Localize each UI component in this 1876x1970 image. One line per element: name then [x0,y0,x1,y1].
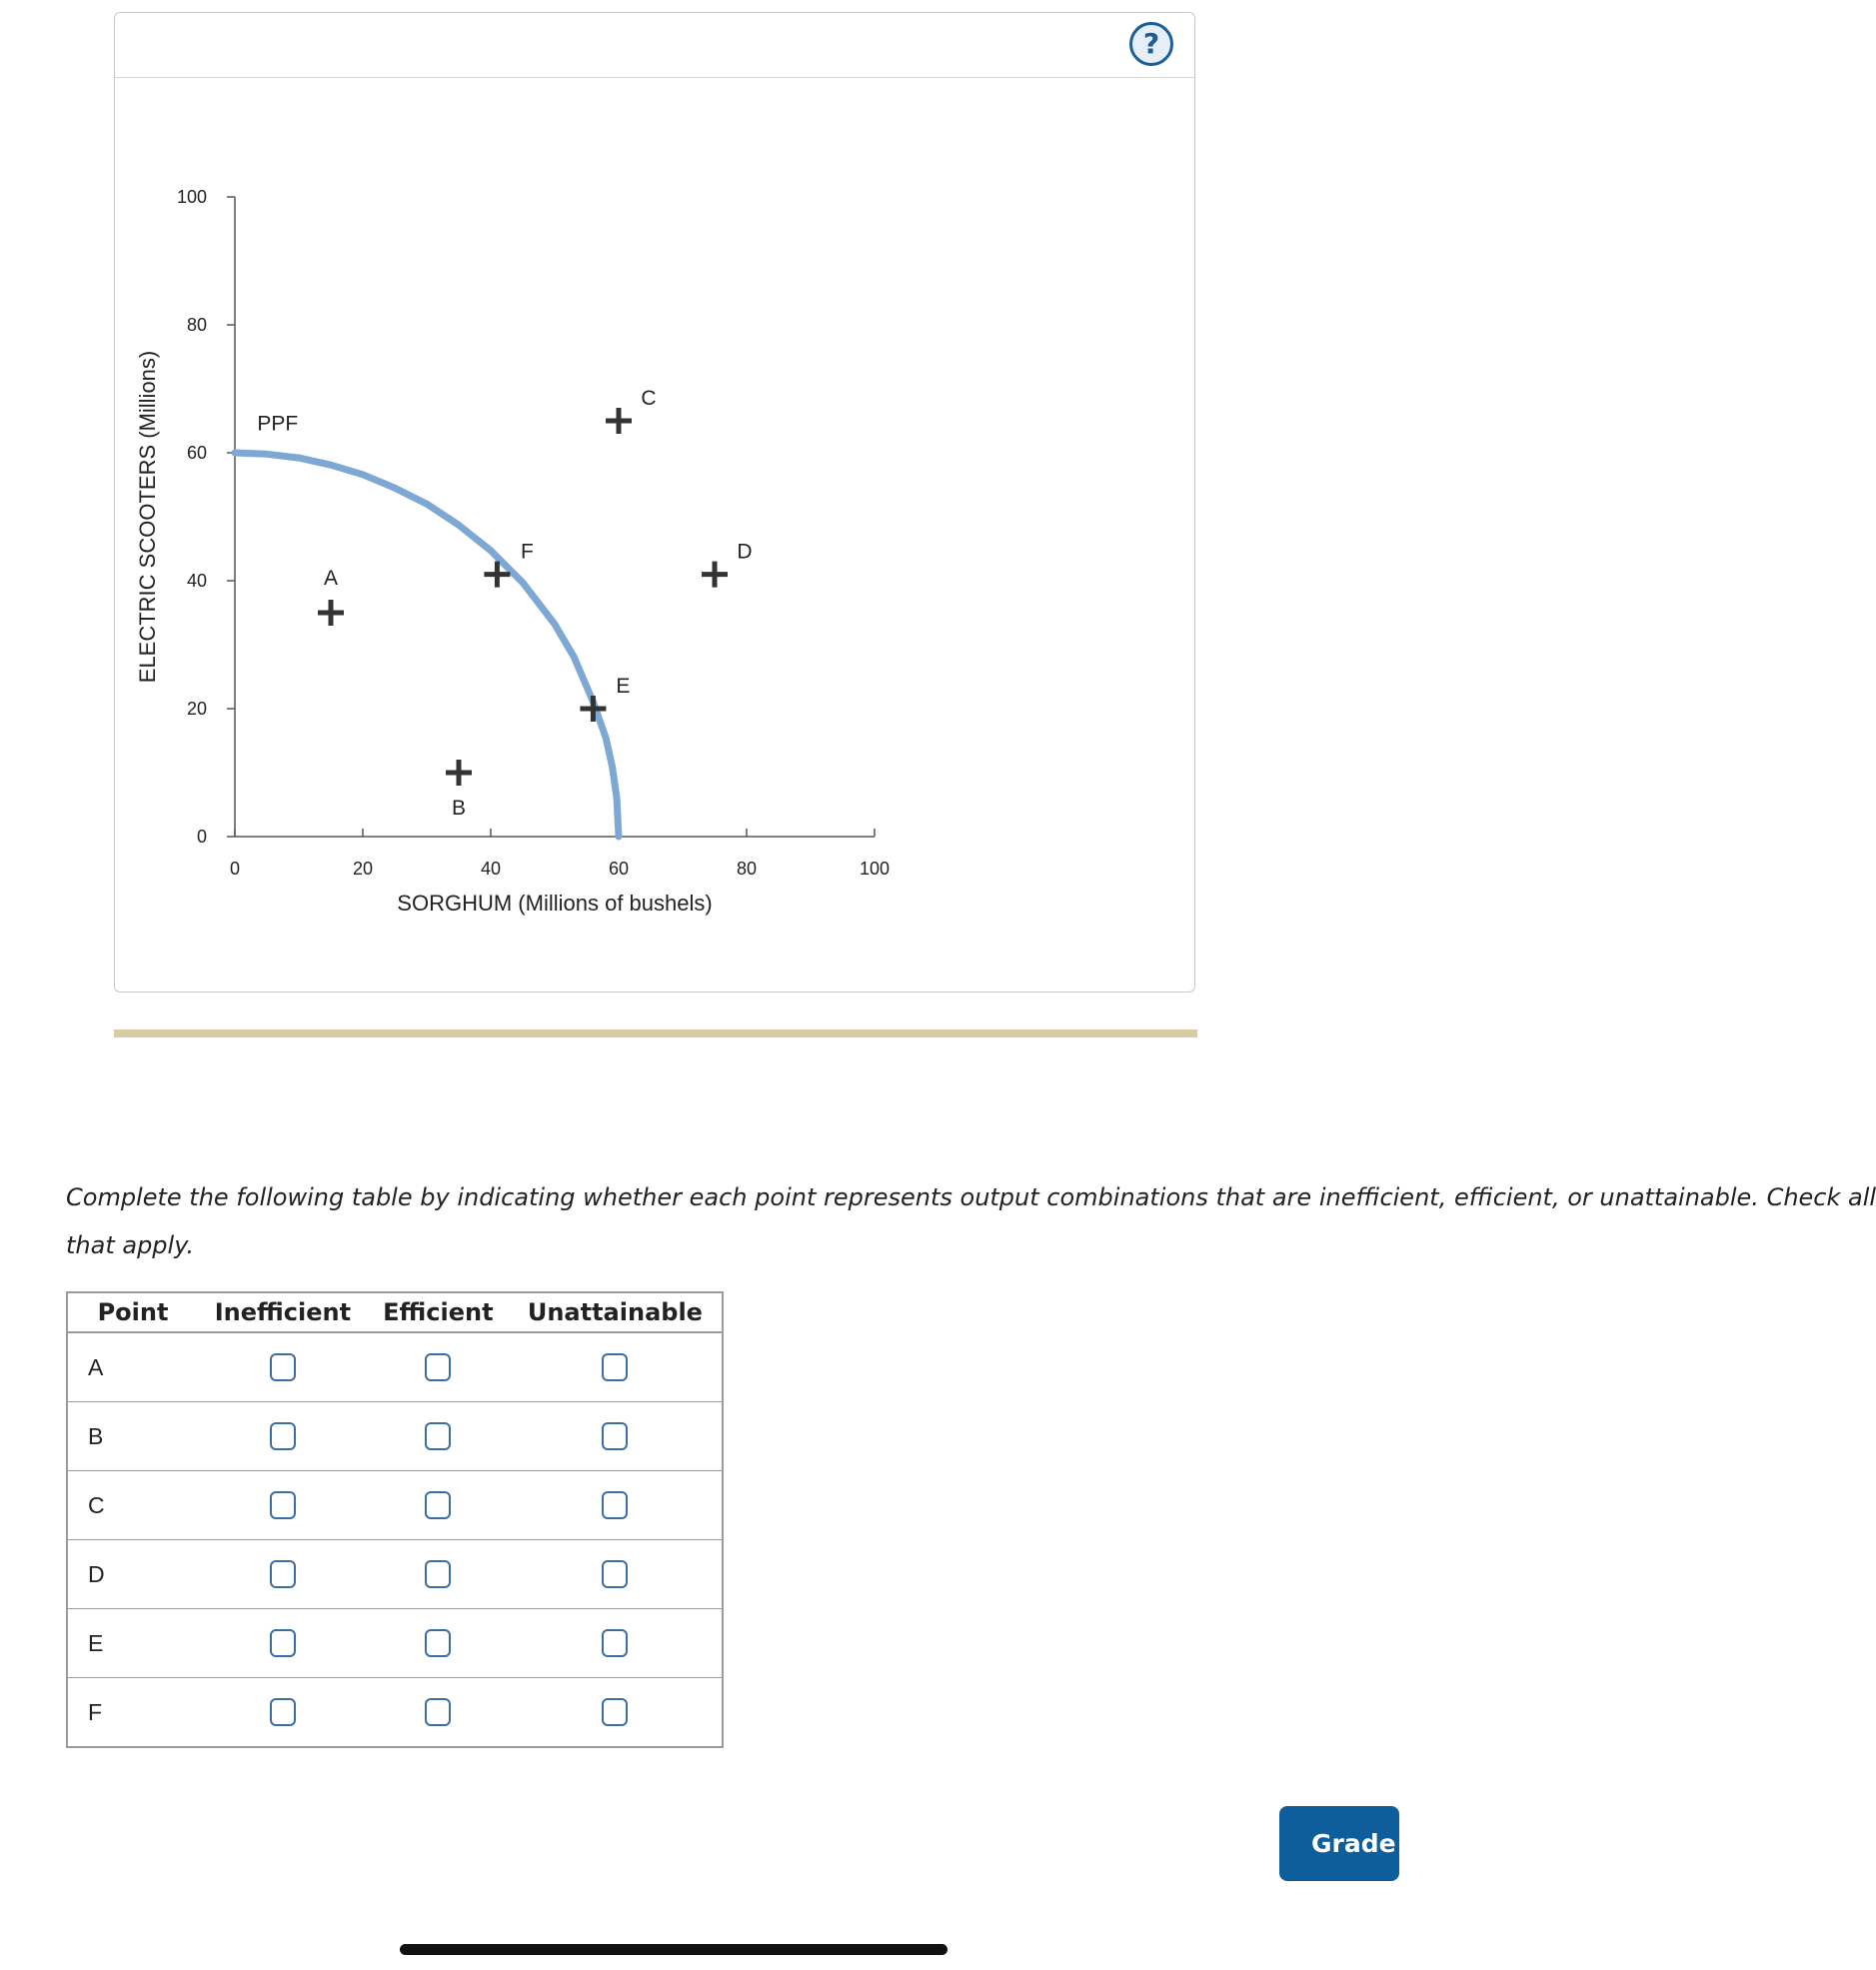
checkbox-e-efficient[interactable] [425,1629,451,1657]
checkbox-e-inefficient[interactable] [270,1629,296,1657]
y-tick-label: 80 [186,315,207,335]
table-row [67,1332,723,1402]
row-point-label: F [67,1678,198,1748]
cell-inefficient [198,1332,368,1402]
help-button[interactable]: ? [1129,22,1173,66]
row-point-label: D [67,1540,198,1609]
row-point-label: A [67,1332,198,1402]
x-tick-label: 20 [352,859,374,879]
checkbox-a-inefficient[interactable] [270,1353,296,1381]
x-axis-title: SORGHUM (Millions of bushels) [397,891,713,916]
cell-inefficient [198,1609,368,1678]
table-row [67,1540,723,1609]
y-tick-label: 0 [196,827,207,847]
header-unattainable: Unattainable [509,1292,723,1332]
y-axis-title: ELECTRIC SCOOTERS (Millions) [135,350,160,684]
point-c-label: C [641,387,657,410]
x-tick-label: 80 [736,859,758,879]
points-layer[interactable] [318,408,728,786]
checkbox-c-unattainable[interactable] [602,1491,628,1519]
x-tick-label: 100 [859,859,891,879]
table-row [67,1402,723,1471]
ppf-curve [235,453,619,837]
cell-inefficient [198,1678,368,1748]
point-b-label: B [451,797,467,820]
table-row [67,1609,723,1678]
y-tick-label: 60 [186,443,207,463]
cell-efficient [368,1332,509,1402]
checkbox-f-unattainable[interactable] [602,1698,628,1726]
ppf-chart [0,0,1364,1009]
header-point: Point [67,1292,198,1332]
cell-unattainable [509,1332,723,1402]
point-a-marker[interactable] [318,600,344,626]
checkbox-c-inefficient[interactable] [270,1491,296,1519]
row-point-label: B [67,1402,198,1471]
instructions-line-1: Complete the following table by indicating whether each point represents output combinations that are inefficient, efficient, or unattainable. Check all [66,1183,1876,1211]
checkbox-d-inefficient[interactable] [270,1560,296,1588]
point-a-label: A [323,567,339,590]
cell-inefficient [198,1402,368,1471]
y-tick-label: 40 [186,571,207,591]
checkbox-d-efficient[interactable] [425,1560,451,1588]
cell-unattainable [509,1471,723,1540]
y-tick-label: 100 [176,187,207,207]
row-point-label: E [67,1609,198,1678]
cell-efficient [368,1609,509,1678]
cell-unattainable [509,1678,723,1748]
point-d-marker[interactable] [702,562,728,588]
header-efficient: Efficient [368,1292,509,1332]
checkbox-a-unattainable[interactable] [602,1353,628,1381]
row-point-label: C [67,1471,198,1540]
checkbox-b-efficient[interactable] [425,1422,451,1450]
cell-efficient [368,1678,509,1748]
checkbox-a-efficient[interactable] [425,1353,451,1381]
point-b-marker[interactable] [446,760,472,786]
answer-table [66,1291,724,1748]
instructions-text [66,1173,1876,1269]
cell-unattainable [509,1402,723,1471]
home-indicator [400,1944,947,1955]
cell-inefficient [198,1471,368,1540]
ppf-label: PPF [257,412,299,436]
point-d-label: D [737,540,753,564]
table-row [67,1678,723,1748]
point-f-label: F [520,540,534,564]
grade-button[interactable]: Grade It Now [1279,1806,1399,1881]
point-c-marker[interactable] [606,408,632,434]
header-inefficient: Inefficient [198,1292,368,1332]
cell-efficient [368,1540,509,1609]
axes [177,187,890,879]
cell-efficient [368,1471,509,1540]
x-tick-label: 60 [608,859,630,879]
cell-unattainable [509,1609,723,1678]
x-tick-label: 40 [480,859,502,879]
checkbox-d-unattainable[interactable] [602,1560,628,1588]
checkbox-e-unattainable[interactable] [602,1629,628,1657]
checkbox-c-efficient[interactable] [425,1491,451,1519]
checkbox-f-efficient[interactable] [425,1698,451,1726]
section-divider [114,1029,1197,1037]
x-tick-label: 0 [229,859,241,879]
checkbox-f-inefficient[interactable] [270,1698,296,1726]
ppf-curve-layer [235,453,619,837]
instructions-line-2: that apply. [66,1231,195,1259]
y-tick-label: 20 [186,699,207,719]
cell-efficient [368,1402,509,1471]
cell-unattainable [509,1540,723,1609]
checkbox-b-inefficient[interactable] [270,1422,296,1450]
table-row [67,1471,723,1540]
axis-labels [135,351,753,916]
cell-inefficient [198,1540,368,1609]
checkbox-b-unattainable[interactable] [602,1422,628,1450]
table-header-row [67,1292,723,1332]
point-e-label: E [616,675,631,698]
